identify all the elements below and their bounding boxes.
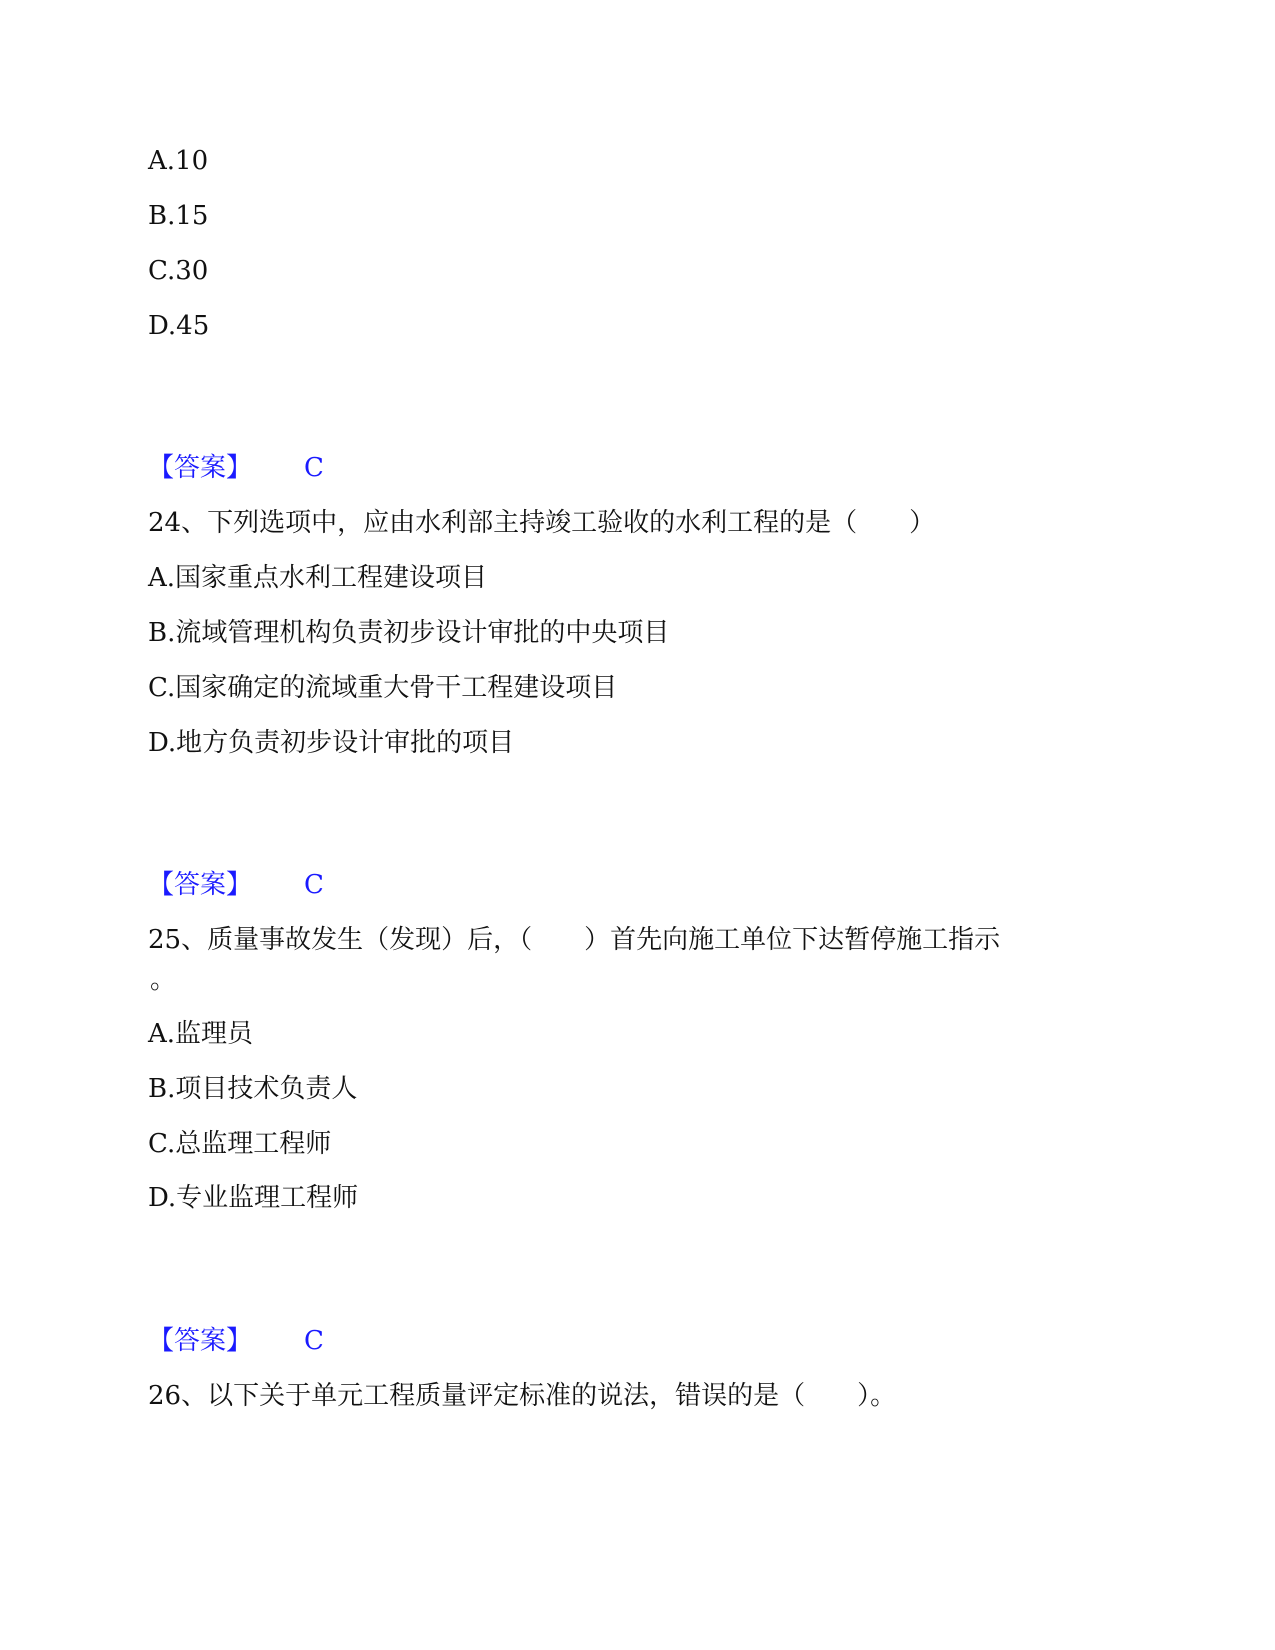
q25-option-a: A.监理员 [148,1019,254,1049]
q24-answer [148,867,324,903]
answer-label: 【答案】 [148,453,253,483]
q23-option-b: B.15 [148,201,209,231]
answer-label: 【答案】 [148,1326,253,1356]
q25-answer [148,1323,324,1359]
q23-option-c: C.30 [148,256,209,286]
q24-option-b: B.流域管理机构负责初步设计审批的中央项目 [148,618,670,648]
q25-option-d: D.专业监理工程师 [148,1183,359,1213]
answer-value: C [304,870,324,900]
q24-option-c: C.国家确定的流域重大骨干工程建设项目 [148,673,618,703]
answer-label: 【答案】 [148,870,253,900]
answer-value: C [304,453,324,483]
q23-answer [148,450,324,486]
q25-option-c: C.总监理工程师 [148,1129,332,1159]
q24-option-a: A.国家重点水利工程建设项目 [148,563,488,593]
q23-option-d: D.45 [148,311,210,341]
q25-stem-continuation: 。 [150,965,177,995]
q26-stem: 26、以下关于单元工程质量评定标准的说法，错误的是（ ）。 [148,1381,897,1411]
q23-option-a: A.10 [148,146,209,176]
q24-stem: 24、下列选项中，应由水利部主持竣工验收的水利工程的是（ ） [148,508,936,538]
q24-option-d: D.地方负责初步设计审批的项目 [148,728,515,758]
q25-stem: 25、质量事故发生（发现）后，（ ）首先向施工单位下达暂停施工指示 [148,925,1001,955]
answer-value: C [304,1326,324,1356]
q25-option-b: B.项目技术负责人 [148,1074,358,1104]
